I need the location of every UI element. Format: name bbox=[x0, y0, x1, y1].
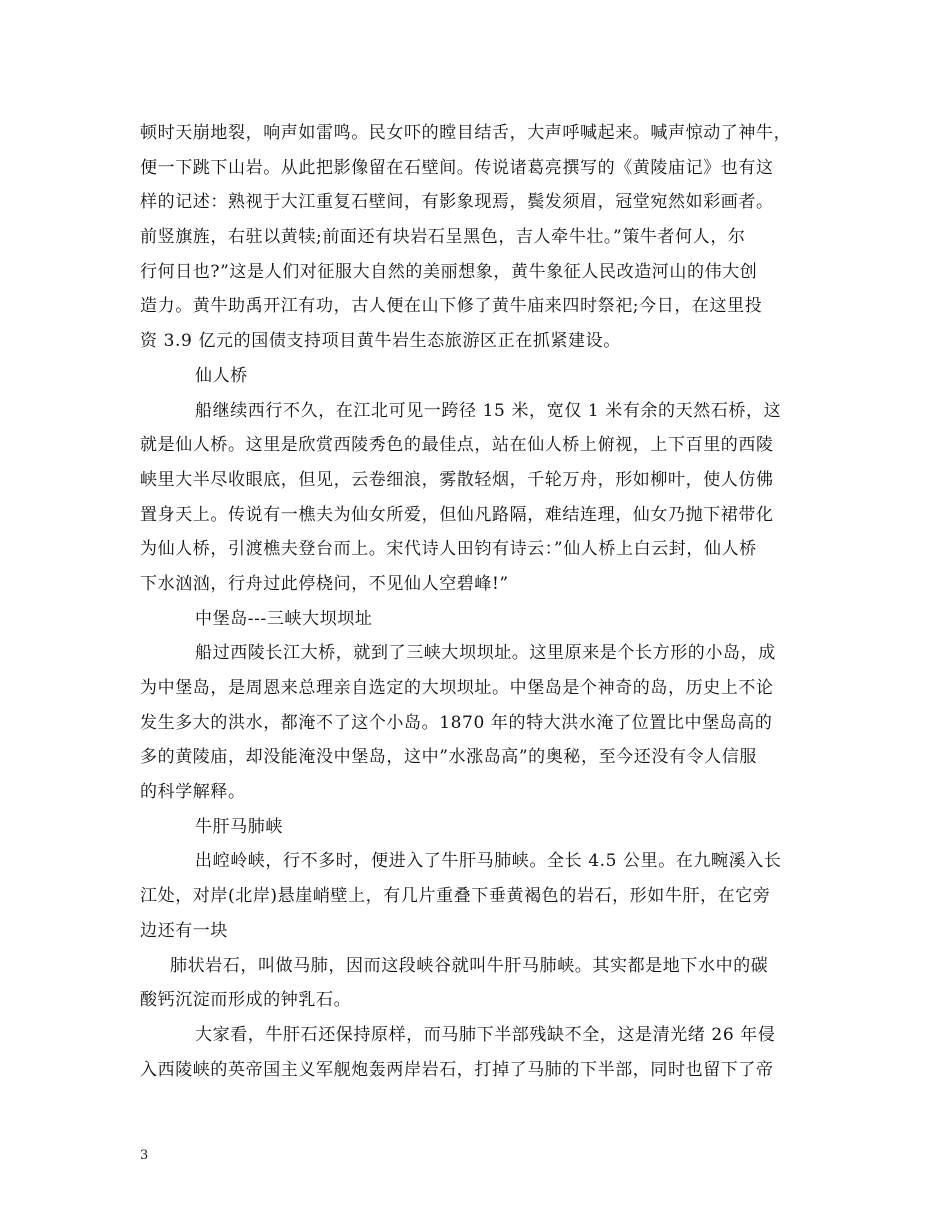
text-line: 资 3.9 亿元的国债支持项目黄牛岩生态旅游区正在抓紧建设。 bbox=[140, 331, 621, 352]
text-line: 酸钙沉淀而形成的钟乳石。 bbox=[140, 990, 352, 1011]
text-line: 前竖旗旌，右驻以黄犊;前面还有块岩石呈黑色，吉人牵牛壮。”策牛者何人，尔 bbox=[140, 227, 746, 248]
text-line: 多的黄陵庙，却没能淹没中堡岛，这中”水涨岛高”的奥秘，至今还没有令人信服 bbox=[140, 747, 757, 768]
text-line: 为仙人桥，引渡樵夫登台而上。宋代诗人田钧有诗云：”仙人桥上白云封，仙人桥 bbox=[140, 539, 757, 560]
document-body bbox=[140, 116, 830, 1087]
text-line: 入西陵峡的英帝国主义军舰炮轰两岸岩石，打掉了马肺的下半部，同时也留下了帝 bbox=[140, 1059, 774, 1080]
text-line: 便一下跳下山岩。从此把影像留在石壁间。传说诸葛亮撰写的《黄陵庙记》也有这 bbox=[140, 157, 774, 178]
page-number: 3 bbox=[140, 1148, 149, 1163]
text-line: 造力。黄牛助禹开江有功，古人便在山下修了黄牛庙来四时祭祀;今日，在这里投 bbox=[140, 296, 763, 317]
text-line: 为中堡岛，是周恩来总理亲自选定的大坝坝址。中堡岛是个神奇的岛，历史上不论 bbox=[140, 678, 774, 698]
text-line: 大家看，牛肝石还保持原样，而马肺下半部残缺不全，这是清光绪 26 年侵 bbox=[195, 1024, 776, 1045]
section-heading: 中堡岛---三峡大坝坝址 bbox=[195, 608, 373, 629]
text-line: 船过西陵长江大桥，就到了三峡大坝坝址。这里原来是个长方形的小岛，成 bbox=[195, 643, 776, 664]
text-line: 置身天上。传说有一樵夫为仙女所爱，但仙凡路隔，难结连理，仙女乃抛下裙带化 bbox=[140, 504, 774, 525]
text-line: 出崆岭峡，行不多时，便进入了牛肝马肺峡。全长 4.5 公里。在九畹溪入长 bbox=[195, 851, 782, 872]
section-heading: 仙人桥 bbox=[195, 365, 248, 386]
text-line: 就是仙人桥。这里是欣赏西陵秀色的最佳点，站在仙人桥上俯视，上下百里的西陵 bbox=[140, 435, 774, 456]
text-line: 肺状岩石，叫做马肺，因而这段峡谷就叫牛肝马肺峡。其实都是地下水中的碳 bbox=[170, 955, 769, 976]
text-line: 船继续西行不久，在江北可见一跨径 15 米，宽仅 1 米有余的天然石桥，这 bbox=[195, 400, 782, 421]
text-line: 发生多大的洪水，都淹不了这个小岛。1870 年的特大洪水淹了位置比中堡岛高的 bbox=[140, 712, 773, 733]
text-line: 江处，对岸(北岸)悬崖峭壁上，有几片重叠下垂黄褐色的岩石，形如牛肝，在它旁 bbox=[140, 886, 771, 907]
text-line: 顿时天崩地裂，响声如雷鸣。民女吓的瞠目结舌，大声呼喊起来。喊声惊动了神牛， bbox=[140, 123, 792, 143]
text-line: 的科学解释。 bbox=[140, 782, 246, 803]
text-line: 边还有一块 bbox=[140, 920, 228, 941]
text-line: 样的记述：熟视于大江重复石壁间，有影象现焉，鬓发须眉，冠堂宛然如彩画者。 bbox=[140, 192, 774, 213]
text-line: 行何日也?”这是人们对征服大自然的美丽想象，黄牛象征人民改造河山的伟大创 bbox=[140, 261, 758, 282]
section-heading: 牛肝马肺峡 bbox=[195, 816, 283, 837]
text-line: 峡里大半尽收眼底，但见，云卷细浪，雾散轻烟，千轮万舟，形如柳叶，使人仿佛 bbox=[140, 469, 774, 490]
text-line: 下水汹汹，行舟过此停桡问，不见仙人空碧峰!” bbox=[140, 573, 509, 594]
